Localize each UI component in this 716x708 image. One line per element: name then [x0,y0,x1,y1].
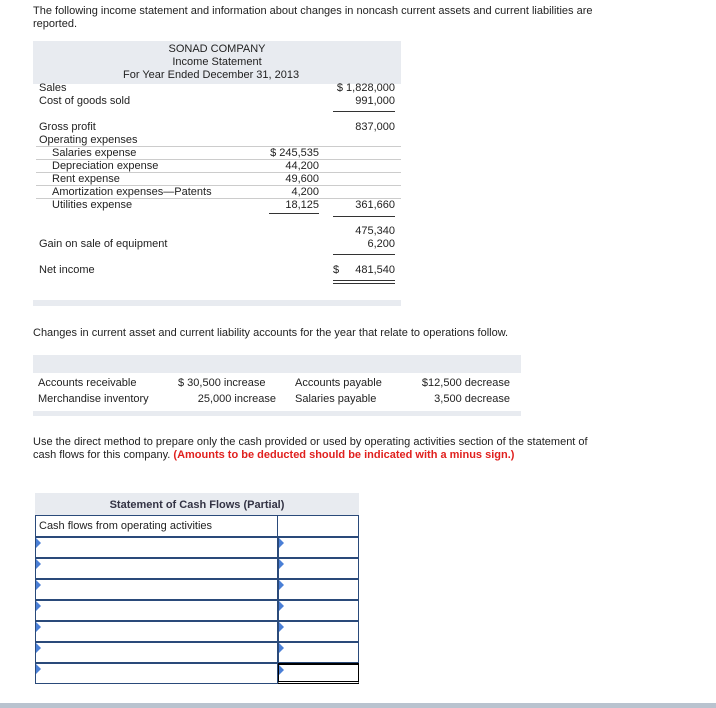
bottom-bar [0,703,716,708]
expense-label: Amortization expenses—Patents [52,186,212,198]
instructions-note: (Amounts to be deducted should be indicated with a minus sign.) [173,449,515,461]
sales-value: $ 1,828,000 [336,82,395,94]
rule [333,254,395,255]
rule [269,213,319,214]
cash-flow-label-input[interactable] [35,558,278,579]
expense-label: Utilities expense [52,199,133,211]
expense-value: 18,125 [285,199,319,211]
section-label: Cash flows from operating activities [39,520,213,532]
cash-flow-label-input[interactable] [35,579,278,600]
cash-flow-label-input[interactable] [35,600,278,621]
cash-flow-amount-input[interactable] [278,621,359,642]
cash-flow-amount-input[interactable] [278,600,359,621]
expense-label: Rent expense [52,173,120,185]
changes-table-footer [33,411,521,416]
gross-profit-label: Gross profit [39,121,96,133]
changes-text: Changes in current asset and current liability accounts for the year that relate to operations follow. [33,327,509,339]
expense-value: 44,200 [285,160,319,172]
cash-flow-amount-input[interactable] [278,558,359,579]
column-divider [277,515,278,537]
instructions [33,436,593,462]
cash-flow-title: Statement of Cash Flows (Partial) [109,499,285,511]
net-income-label: Net income [39,264,95,276]
liability-label: Accounts payable [295,377,382,389]
expense-value: 4,200 [291,186,319,198]
expense-value: 49,600 [285,173,319,185]
net-income-value: 481,540 [355,264,395,276]
intro-text: The following income statement and information about changes in noncash current assets and current liabilities are reported. [33,5,593,30]
gain-label: Gain on sale of equipment [39,238,168,250]
income-statement-footer [33,300,401,306]
asset-label: Accounts receivable [38,377,137,389]
cash-flow-label-input[interactable] [35,663,278,684]
cash-flow-amount-input[interactable] [278,642,359,663]
sales-label: Sales [39,82,67,94]
gain-value: 6,200 [367,238,395,250]
cash-flow-amount-input[interactable] [278,537,359,558]
statement-period: For Year Ended December 31, 2013 [123,69,300,81]
liability-change: 3,500 decrease [434,393,510,405]
total-opex-value: 361,660 [355,199,395,211]
rule [333,216,395,217]
cash-flow-total-input[interactable] [278,663,359,684]
cogs-label: Cost of goods sold [39,95,131,107]
statement-title: Income Statement [172,56,262,68]
cash-flow-label-input[interactable] [35,537,278,558]
company-name: SONAD COMPANY [168,43,266,55]
cash-flow-amount-input[interactable] [278,579,359,600]
gross-profit-value: 837,000 [355,121,395,133]
expense-value: $ 245,535 [270,147,319,159]
rule [333,111,395,112]
asset-change: 25,000 increase [197,393,276,405]
double-rule [333,280,395,281]
cogs-value: 991,000 [355,95,395,107]
liability-label: Salaries payable [295,393,377,405]
asset-change: $ 30,500 increase [178,377,266,389]
expense-label: Salaries expense [52,147,137,159]
asset-label: Merchandise inventory [38,393,149,405]
liability-change: $12,500 decrease [421,377,510,389]
changes-table-header [33,355,521,373]
subtotal-value: 475,340 [355,225,395,237]
net-income-symbol: $ [333,264,340,276]
opex-label: Operating expenses [39,134,138,146]
double-rule [333,283,395,284]
expense-label: Depreciation expense [52,160,159,172]
cash-flow-label-input[interactable] [35,621,278,642]
instructions-text: Use the direct method to prepare only the cash provided or used by operating activities section of the statement of cash flows for this company. [33,436,588,461]
cash-flow-label-input[interactable] [35,642,278,663]
